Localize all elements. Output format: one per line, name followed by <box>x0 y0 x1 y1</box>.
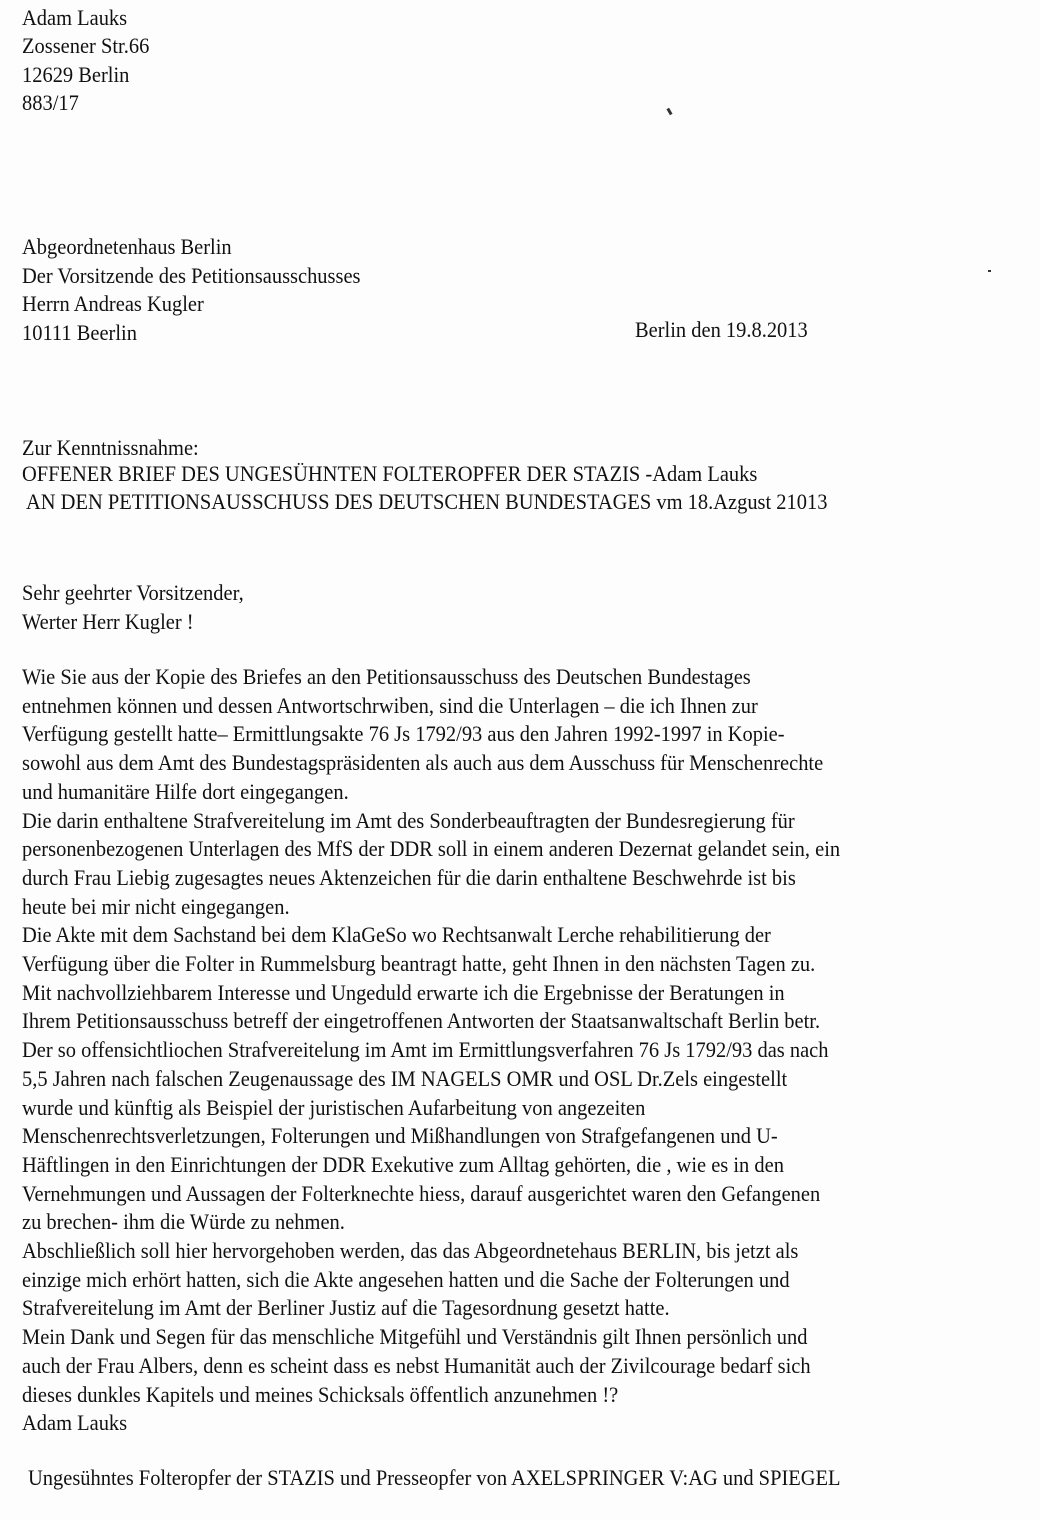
sender-name: Adam Lauks <box>22 5 128 30</box>
body-line: dieses dunkles Kapitels und meines Schicksals öffentlich anzunehmen !? <box>22 1381 619 1407</box>
body-line: 5,5 Jahren nach falschen Zeugenaussage des IM NAGELS OMR und OSL Dr.Zels eingestellt <box>22 1065 788 1091</box>
body-line: Die darin enthaltene Strafvereitelung im Amt des Sonderbeauftragten der Bundesregierung für <box>22 807 795 833</box>
body-line: Abschließlich soll hier hervorgehoben werden, das das Abgeordnetehaus BERLIN, bis jetzt als <box>22 1238 799 1263</box>
body-line: Verfügung gestellt hatte– Ermittlungsakte 76 Js 1792/93 aus den Jahren 1992-1997 in Kopie- <box>22 721 785 747</box>
body-line: entnehmen können und dessen Antwortschrwiben, sind die Unterlagen – die ich Ihnen zur <box>22 692 758 718</box>
body-line: Strafvereitelung im Amt der Berliner Justiz auf die Tagesordnung gesetzt hatte. <box>22 1295 670 1321</box>
subject-line-1: OFFENER BRIEF DES UNGESÜHNTEN FOLTEROPFER DER STAZIS -Adam Lauks <box>22 461 758 486</box>
body-line: heute bei mir nicht eingegangen. <box>22 893 290 919</box>
body-line: Der so offensichtliochen Strafvereitelung im Amt im Ermittlungsverfahren 76 Js 1792/93 das nach <box>22 1037 829 1063</box>
sender-reference: 883/17 <box>22 90 79 115</box>
subject-intro: Zur Kenntnissnahme: <box>22 435 199 460</box>
recipient-line: Abgeordnetenhaus Berlin <box>22 234 232 259</box>
body-line: Mit nachvollziehbarem Interesse und Ungeduld erwarte ich die Ergebnisse der Beratungen in <box>22 979 785 1005</box>
sender-street: Zossener Str.66 <box>22 33 150 58</box>
body-line: Menschenrechtsverletzungen, Folterungen und Mißhandlungen von Strafgefangenen und U- <box>22 1123 778 1149</box>
body-line: einzige mich erhört hatten, sich die Akte angesehen hatten und die Sache der Folterungen und <box>22 1266 790 1292</box>
subject-line-2: AN DEN PETITIONSAUSSCHUSS DES DEUTSCHEN BUNDESTAGES vm 18.Azgust 21013 <box>26 489 828 514</box>
body-line: Häftlingen in den Einrichtungen der DDR Exekutive zum Alltag gehörten, die , wie es in den <box>22 1151 784 1177</box>
body-line: personenbezogenen Unterlagen des MfS der DDR soll in einem anderen Dezernat gelandet sein, ein <box>22 836 841 862</box>
recipient-line: Der Vorsitzende des Petitionsausschusses <box>22 262 361 288</box>
body-line: wurde und künftig als Beispiel der juristischen Aufarbeitung von angezeiten <box>22 1094 646 1120</box>
recipient-line: 10111 Beerlin <box>22 320 137 346</box>
body-line: sowohl aus dem Amt des Bundestagspräsidenten als auch aus dem Ausschuss für Menschenrechte <box>22 750 824 776</box>
body-line: Ihrem Petitionsausschuss betreff der eingetroffenen Antworten der Staatsanwaltschaft Berlin betr. <box>22 1008 821 1034</box>
body-line: zu brechen- ihm die Würde zu nehmen. <box>22 1209 345 1235</box>
salutation-line: Werter Herr Kugler ! <box>22 609 194 634</box>
body-line: Mein Dank und Segen für das menschliche Mitgefühl und Verständnis gilt Ihnen persönlich und <box>22 1324 808 1350</box>
signature-name: Adam Lauks <box>22 1410 128 1436</box>
body-line: Vernehmungen und Aussagen der Folterknechte hiess, darauf ausgerichtet waren den Gefangenen <box>22 1180 821 1206</box>
body-line: auch der Frau Albers, denn es scheint dass es nebst Humanität auch der Zivilcourage bedarf sich <box>22 1352 811 1378</box>
scan-speck <box>666 108 672 116</box>
sender-city: 12629 Berlin <box>22 62 130 87</box>
body-line: und humanitäre Hilfe dort eingegangen. <box>22 778 349 804</box>
body-line: Die Akte mit dem Sachstand bei dem KlaGeSo wo Rechtsanwalt Lerche rehabilitierung der <box>22 922 771 948</box>
body-line: Verfügung über die Folter in Rummelsburg beantragt hatte, geht Ihnen in den nächsten Tagen zu. <box>22 951 816 976</box>
signature-footer: Ungesühntes Folteropfer der STAZIS und Presseopfer von AXELSPRINGER V:AG und SPIEGEL <box>28 1465 841 1490</box>
recipient-line: Herrn Andreas Kugler <box>22 291 204 317</box>
body-line: Wie Sie aus der Kopie des Briefes an den Petitionsausschuss des Deutschen Bundestages <box>22 664 751 689</box>
letter-date: Berlin den 19.8.2013 <box>635 317 808 342</box>
body-line: durch Frau Liebig zugesagtes neues Aktenzeichen für die darin enthaltene Beschwehrde ist bis <box>22 864 796 890</box>
salutation-line: Sehr geehrter Vorsitzender, <box>22 580 244 605</box>
scan-speck <box>988 270 991 272</box>
